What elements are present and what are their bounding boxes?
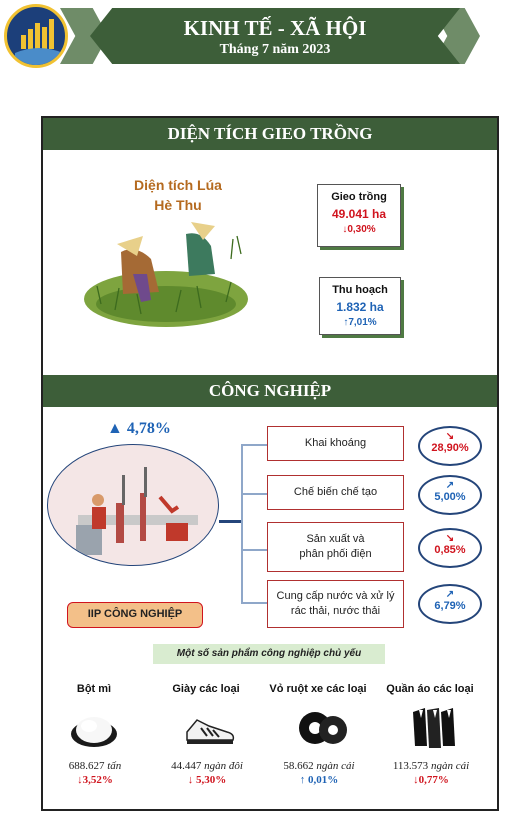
iip-change: ▲ 4,78% xyxy=(107,420,171,437)
product-value-tires: 58.662 ngàn cái xyxy=(283,760,355,772)
product-name-tires: Vỏ ruột xe các loại xyxy=(269,683,367,695)
product-name-flour: Bột mì xyxy=(76,683,112,695)
harvest-change: 7,01% xyxy=(348,317,377,328)
harvest-value: 1.832 ha xyxy=(336,300,384,314)
rice-farmers-illustration xyxy=(81,214,251,329)
rice-title: Diện tích Lúa Hè Thu xyxy=(134,177,222,213)
arrow-down-icon: ↘ xyxy=(445,431,455,442)
industry-box-water: Cung cấp nước và xử lý rác thải, nước thải xyxy=(267,580,404,628)
section-title-industry: CÔNG NGHIỆP xyxy=(43,375,497,407)
planting-stat-box xyxy=(317,184,401,247)
product-name-clothes: Quần áo các loại xyxy=(386,683,474,695)
arrow-down-icon: ↘ xyxy=(445,533,455,544)
industry-change-electricity: ↘ 0,85% xyxy=(418,528,482,568)
flour-icon xyxy=(69,704,119,750)
page-subtitle: Tháng 7 năm 2023 xyxy=(219,42,331,57)
arrow-up-icon: ↑ xyxy=(343,317,349,328)
header-banner xyxy=(60,8,480,64)
industry-box-electricity: Sản xuất và phân phối điện xyxy=(267,522,404,572)
arrow-down-icon: ↓ xyxy=(77,774,83,786)
product-change-flour: ↓3,52% xyxy=(77,774,113,786)
arrow-up-icon: ↗ xyxy=(445,480,455,491)
industry-change-manufacturing: ↗ 5,00% xyxy=(418,475,482,515)
harvest-label: Thu hoạch xyxy=(332,284,388,296)
product-change-clothes: ↓0,77% xyxy=(413,774,449,786)
arrow-up-icon: ↑ xyxy=(299,774,306,786)
section-title-planting: DIỆN TÍCH GIEO TRỒNG xyxy=(43,118,497,150)
factory-illustration xyxy=(47,444,219,566)
product-change-shoes: ↓ 5,30% xyxy=(187,774,227,786)
product-value-clothes: 113.573 ngàn cái xyxy=(392,760,470,772)
product-value-flour: 688.627 tấn xyxy=(68,760,122,772)
product-change-tires: ↑ 0,01% xyxy=(299,774,339,786)
industry-change-water: ↗ 6,79% xyxy=(418,584,482,624)
content-frame xyxy=(41,116,499,811)
product-value-shoes: 44.447 ngàn đôi xyxy=(171,760,243,772)
arrow-down-icon: ↓ xyxy=(413,774,419,786)
planting-change: 0,30% xyxy=(347,224,376,235)
industry-change-mining: ↘ 28,90% xyxy=(418,426,482,466)
harvest-stat-box xyxy=(319,277,401,335)
industry-box-manufacturing: Chế biến chế tạo xyxy=(267,475,404,510)
arrow-down-icon: ↓ xyxy=(187,774,194,786)
logo xyxy=(4,4,68,68)
page-title: KINH TẾ - XÃ HỘI xyxy=(183,16,367,40)
planting-label: Gieo trồng xyxy=(331,191,387,203)
arrow-down-icon: ↓ xyxy=(342,224,348,235)
product-name-shoes: Giày các loại xyxy=(172,683,240,695)
industry-box-mining: Khai khoáng xyxy=(267,426,404,461)
shoe-icon xyxy=(183,710,237,748)
tire-icon xyxy=(295,708,351,748)
arrow-up-icon: ↗ xyxy=(445,589,455,600)
iip-label: IIP CÔNG NGHIỆP xyxy=(67,602,203,628)
triangle-up-icon: ▲ xyxy=(107,420,123,437)
clothes-icon xyxy=(409,702,459,752)
products-title: Một số sản phẩm công nghiệp chủ yếu xyxy=(153,644,385,664)
planting-value: 49.041 ha xyxy=(331,207,387,221)
